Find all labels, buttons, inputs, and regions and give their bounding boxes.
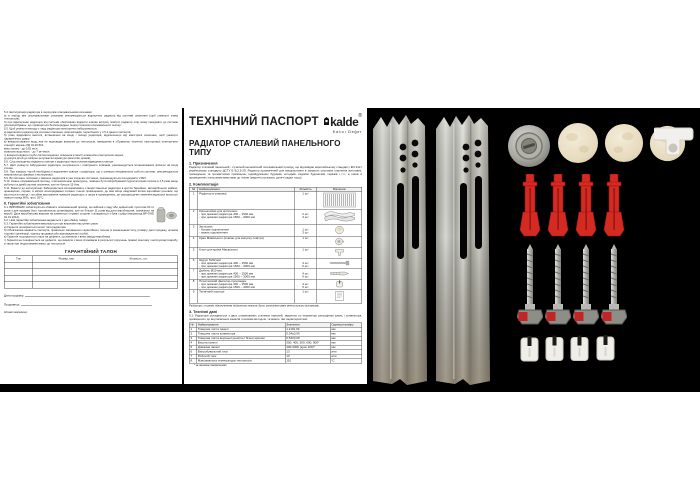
mounting-bracket-image [370, 113, 428, 387]
name-line: Ключ для крана Маєвського [199, 248, 239, 252]
red-dowel-image [575, 174, 597, 238]
valve-icon [334, 237, 344, 246]
table-cell [100, 282, 178, 289]
column-header: Малюнок [317, 187, 362, 192]
name-line: Кран Маєвського (клапан для випуску повітря) [199, 236, 264, 240]
brand-tagline: Kalıcı Değer [332, 129, 362, 134]
qty-line: 1 шт. [302, 236, 310, 240]
paragraph: б) різко відкривати вентилі, встановлені на вході / виході радіатора, відключеного від магістралі опалення, щоб уникнути гідравлічного удару; [4, 134, 178, 141]
middle-document-page [184, 108, 367, 384]
store-stamp-line [4, 311, 178, 314]
paragraph: 5.11. Вимоги до експлуатації: Забороняється встановлювати сталеві панельні радіатори в критих басейнах, автомобільних мийках, оранжереях, саунах, в місцях консервування соління і інших приміщеннях, де має місце шкідливий вплив корозійних речовин, що містяться в повітрі, і постійне зволоження поверхні радіатора, а також в приміщеннях, де середньорічне значення відносної вологості повітря понад 60%, при t 20°С. [4, 186, 178, 200]
screw-image [517, 244, 543, 326]
qty-line: 6 шт. [302, 275, 310, 279]
qty-line: 4 шт. [302, 261, 310, 265]
row-number: 3 [189, 336, 196, 341]
component-number: 9 [189, 290, 198, 304]
name-line: - нижнє підключення [199, 231, 228, 235]
table-row [189, 209, 362, 225]
name-line: Шуруп 5х60 мм: [199, 258, 222, 262]
component-number: 2 [189, 209, 198, 225]
plastic-clip-image [520, 336, 539, 362]
parameter-unit: атм [330, 354, 362, 359]
mounting-bracket-image [433, 113, 491, 387]
seller-line [4, 302, 178, 307]
table-row [189, 192, 362, 210]
technical-footnote: * за окремим замовленням [194, 363, 227, 367]
signature-rule [25, 293, 150, 297]
component-quantity [294, 248, 316, 259]
parameter-value: 0,34±0,09 [285, 332, 330, 337]
parameter-value: 0,54±0,09 [285, 336, 330, 341]
column-header: Кількість [294, 187, 316, 192]
paragraph: а) в період між опалювальними сезонами рекомендується відключити радіатор від системи опалення (щоб уникнути зливу теплоносія); [4, 114, 178, 121]
tech-body [189, 327, 362, 363]
component-quantity [294, 209, 316, 225]
parameter-name: Товщина листа панелі [197, 327, 285, 332]
parameter-name: Випробувальний тиск [197, 350, 285, 355]
paragraph: 5.5. Щоб уникнути виходу з ладу радіатора категорично забороняється: [4, 127, 98, 131]
cap-icon [334, 225, 344, 234]
name-line: Дюбель Ø10 мм: [199, 269, 223, 273]
name-line: Заглушки: [199, 225, 214, 229]
name-line: - при довжині радіатора 1500 – 3000 мм [199, 215, 255, 219]
parameter-value: 400-3000 (крок 100)* [285, 345, 330, 350]
component-picture [317, 279, 362, 290]
warranty-item: б) Обов'язкова наявність паспорта, правильно заповненого гарантійного талона (з зазначенням типу, розміру, дати продажу, штампа торгової організації, підпису продавця або відповідальної особи). [4, 229, 178, 236]
components-note: Радіатори з нижнім підключенням додатково можуть бути укомплектовані вентильними вставками. [189, 304, 320, 308]
section3-intro: 3.1. Радіатори складаються з двох штампованих сталевих панелей, зварених по периметру рельєфним швом, і конвектора, привареного до вертикальних каналів точковим методом, та мають такі характеристики: [189, 314, 362, 321]
name-line: - при довжині радіатора 1500 – 3000 мм [199, 275, 255, 279]
name-line: Кронштейни для кріплення: [199, 209, 238, 213]
column-header: № [189, 323, 196, 328]
name-line: - при довжині радіатора 400 – 1500 мм [199, 272, 254, 276]
component-name [198, 209, 295, 225]
component-quantity [294, 236, 316, 248]
component-quantity [294, 269, 316, 280]
passport-icon [335, 290, 344, 301]
name-line: - при довжині радіатора 1500 – 3000 мм [199, 285, 255, 289]
row-number: 5 [189, 345, 196, 350]
qty-line: 1 шт. [302, 248, 310, 252]
components-body [189, 192, 362, 304]
row-number: 2 [189, 332, 196, 337]
row-number: 7 [189, 354, 196, 359]
radiator-icon [323, 192, 356, 207]
component-picture [317, 269, 362, 280]
component-number: 1 [189, 192, 198, 210]
column-header: Одиниця виміру [330, 323, 362, 328]
component-name [198, 225, 295, 237]
paragraph: 5.9. Всі питання, пов'язані з заміною радіаторів в уже існуючих системах, рекомендується погоджувати з РЕУ. [4, 176, 147, 180]
signature-rule [21, 302, 152, 306]
parameter-name: Товщина листа конвектора [197, 332, 285, 337]
brand-name: kalde [330, 115, 359, 129]
paragraph: а) відключати радіатор від системи опалення, крім випадків, перелічених у п.5.4 даного паспорта; [4, 130, 132, 134]
table-cell [4, 282, 33, 289]
air-vent-valve-image [507, 124, 551, 168]
parameter-value: 300, 400, 500, 600, 900* [285, 341, 330, 346]
parameter-unit: мм [330, 336, 362, 341]
component-picture [317, 236, 362, 248]
paragraph: д) допуск дітей до запірно-регулюючої арматури (вентилів, кранів); [4, 157, 91, 161]
component-picture [317, 248, 362, 259]
column-header: Значення [285, 323, 330, 328]
parameter-unit: мм [330, 345, 362, 350]
registered-mark: ® [358, 113, 362, 119]
name-line: - при довжині радіатора 400 – 1500 мм [199, 261, 254, 265]
column-header: Кількість, шт. [100, 256, 178, 263]
component-name [198, 248, 295, 259]
paragraph: 5.7. Щоб уникнути забруднення радіатора, регулюючого і повітряного клапанів, рекомендується встановлювати фільтри на вході стояка. [4, 163, 178, 171]
radiator-cap-image [557, 122, 599, 164]
parameter-name: Максимальна температура теплоносія [197, 359, 285, 364]
parameter-unit: атм [330, 350, 362, 355]
table-row [189, 248, 362, 259]
qty-line: 2 шт. [302, 212, 310, 216]
qty-line: 6 шт. [302, 264, 310, 268]
red-dowel-image [519, 174, 541, 238]
parameter-value: 1,11±0,09 [285, 327, 330, 332]
parameter-value: 110 [285, 359, 330, 364]
left-document-page [0, 108, 182, 384]
table-row [189, 290, 362, 304]
component-name [198, 269, 295, 280]
date-of-sale-line [4, 293, 178, 298]
hardware-photo [367, 108, 700, 392]
store-stamp-label: Штамп магазину: [4, 311, 28, 315]
paragraph: в) використовувати воду, яка не відповідає вимогам до теплоносія, наведеним в «Правилах технічної експлуатації електричних станцій і мереж» РД 34.20.501: [4, 140, 178, 147]
component-picture [317, 258, 362, 269]
paragraph: загальна жорсткість - до 7 мг-екв/л; [4, 150, 51, 154]
seller-label: Продавець: [4, 303, 21, 307]
qty-line: 1 шт. [302, 290, 310, 294]
paragraph: г) використовувати труби систем водяного опалення в якості елементів електричних мереж; [4, 153, 124, 157]
clip-icon [335, 280, 343, 287]
component-name [198, 236, 295, 248]
name-line: - при довжині радіатора 400 – 1500 мм [199, 212, 254, 216]
name-line: - бокове підключення [199, 228, 229, 232]
component-picture [317, 192, 362, 210]
section1-text: Радіатор сталевий панельний - сучасний економічний опалювальний прилад, що відповідає європейському стандарту EN 442 і українському стандарту ДСТУ Б В.2.5-29. Радіатор призначений для використання в закритих системах опалення житлових, громадських та промислових приміщень, індивідуальних будинків, котеджів, садових будиночків, гаражів і т.п., а також в приміщеннях з високими вимогами до гігієни (медичні установи, дитячі садки тощо). [189, 166, 362, 180]
name-line: - при довжині радіатора 400 – 1500 мм [199, 282, 254, 286]
column-header: Найменування [197, 323, 285, 328]
component-quantity [294, 192, 316, 210]
row-number: 1 [189, 327, 196, 332]
warranty-item: г) Гарантія не поширюється на дефекти, що виникли з вини споживача в результаті порушень правил монтажу і експлуатації виробу, а також при недотриманні вимог до теплоносія. [4, 238, 178, 246]
qty-line: 1 шт. [302, 192, 310, 196]
dowel-icon [329, 270, 349, 276]
name-line: Пластиковий фіксатор-прокладка: [199, 279, 247, 283]
table-row [189, 359, 362, 364]
parameter-name: Товщина листа верхньої решітки і бічної кришки [197, 336, 285, 341]
radiator-cap-image [604, 123, 644, 163]
row-number: 8 [189, 359, 196, 364]
component-quantity [294, 225, 316, 237]
qty-line: 3 шт. [302, 215, 310, 219]
name-line: Радіатор в упаковці [199, 192, 227, 196]
component-picture [317, 225, 362, 237]
name-line: - при довжині радіатора 1500 – 3000 мм [199, 264, 255, 268]
name-line: Технічний паспорт [199, 290, 225, 294]
parameter-name: Висота панелі [197, 341, 285, 346]
component-name [198, 279, 295, 290]
parameter-unit: мм [330, 332, 362, 337]
parameter-unit: мм [330, 341, 362, 346]
screw-image [601, 244, 627, 326]
parameter-unit: мм [330, 327, 362, 332]
qty-line: 4 шт. [302, 272, 310, 276]
warranty-item: 6.1. ВИРОБНИК зобов'язується обміняти опалювальний прилад, що вийшов з ладу або дефектний, протягом 10-ти років з дня продажу його торговельною організацією, але не більше 11 років від дати виробництва, зазначеної на виробі. Дата виробництва вказана на конвекторі з правої сторони і складається з букв і цифр (наприклад BP-OND 01.01.2012). [4, 206, 154, 219]
title-row [189, 112, 362, 138]
component-number: 4 [189, 236, 198, 248]
warranty-item: 6.2. Нові гарантійні зобов'язання видаються з дня обміну товару. [4, 219, 89, 223]
component-picture [317, 290, 362, 304]
key-icon [334, 248, 344, 256]
warranty-seal-graphic [156, 207, 178, 224]
column-header: Найменування [198, 187, 295, 192]
component-name [198, 290, 295, 304]
table-cell [33, 282, 100, 289]
column-header: Тип [4, 256, 33, 263]
paragraph: 5.8. При занадто частій необхідності видалення повітря з радіатора, що є ознакою неправильної роботи системи, рекомендується звернутися до фахівця з експлуатації. [4, 170, 178, 177]
parameter-value: 10 [285, 354, 330, 359]
parameter-unit: °С [330, 359, 362, 364]
warranty-heading: 6. Гарантійні зобов'язання [4, 202, 50, 206]
parameter-name: Робочий тиск [197, 354, 285, 359]
plastic-key-image [654, 124, 694, 164]
component-quantity [294, 258, 316, 269]
table-row [189, 236, 362, 248]
component-number: 3 [189, 225, 198, 237]
table-row [189, 225, 362, 237]
row-number: 4 [189, 341, 196, 346]
plastic-clip-image [596, 334, 615, 362]
red-dowel-image [603, 174, 625, 238]
section1-heading: 1. Призначення [189, 161, 218, 166]
component-number: 6 [189, 258, 198, 269]
warranty-coupon-table [4, 256, 178, 289]
component-name [198, 258, 295, 269]
components-table [189, 187, 362, 304]
paragraph: 5.4. Експлуатація радіатора в період між опалювальними сезонами: [4, 111, 93, 114]
paragraph: 5.6. Слід періодично видаляти повітря з радіатора через клапан відведення повітря. [4, 160, 114, 164]
plastic-clip-image [570, 335, 589, 362]
date-of-sale-label: Дата продажу: [4, 294, 25, 298]
screw-image [573, 244, 599, 326]
page-title: ТЕХНІЧНИЙ ПАСПОРТ [189, 116, 319, 128]
component-picture [317, 209, 362, 225]
component-name [198, 192, 295, 210]
coupon-body [4, 262, 178, 288]
paragraph: б) при відключенні радіатора від системи обов'язково відкрити клапан випуску повітря; радіатор слід знову приєднати до системи для випробувань, що проводяться безпосередньо перед початком опалювального сезону; [4, 120, 178, 128]
qty-line: 6 шт. [302, 285, 310, 289]
warranty-items [4, 206, 178, 246]
technical-data-table [189, 322, 362, 363]
table-row [189, 269, 362, 280]
brackets-icon [323, 210, 355, 223]
qty-line: 4 шт. [302, 282, 310, 286]
component-number: 7 [189, 269, 198, 280]
section3-heading: 3. Технічні дані [189, 309, 218, 314]
qty-line: 1 шт. [302, 228, 310, 232]
component-quantity [294, 290, 316, 304]
left-page-paragraphs [4, 111, 178, 200]
column-header: Розмір, мм [33, 256, 100, 263]
column-header: № [189, 187, 198, 192]
warranty-item: в) Гарантія поширюється лише на дефекти, що виникли з вини заводу-виробника. [4, 235, 111, 239]
warranty-coupon-title: ГАРАНТІЙНИЙ ТАЛОН [65, 249, 117, 255]
component-number: 5 [189, 248, 198, 259]
parameter-name: Довжина панелі [197, 345, 285, 350]
content-band [0, 108, 700, 392]
qty-line: 3 шт. [302, 231, 310, 235]
paragraph: 5.10. Кожен опалювальний прилад, з встановленою арматурою, повинен бути випробуваний гідростатичним тиском в 1,5 рази вище робочого в даній системі опалення, але не більше 15 Атм. [4, 180, 178, 187]
component-quantity [294, 279, 316, 290]
document-subtitle: РАДІАТОР СТАЛЕВИЙ ПАНЕЛЬНОГО ТИПУ [189, 139, 341, 157]
table-row [189, 258, 362, 269]
warranty-item: 6.3. Гарантійні зобов'язання виконуються при виконанні наступних умов: [4, 222, 99, 226]
screw-image [545, 244, 571, 326]
plastic-clip-image [545, 335, 564, 362]
table-row [189, 279, 362, 290]
brand-logo [323, 114, 362, 134]
row-number: 6 [189, 350, 196, 355]
screw-icon [329, 260, 350, 266]
red-dowel-image [547, 174, 569, 238]
paragraph: вміст кисню - до 0,02 мг/л; [4, 147, 39, 151]
section2-heading: 2. Комплектація [189, 181, 219, 187]
component-number: 8 [189, 279, 198, 290]
warranty-item: а) Гарантія поширюється на всі типи радіаторів. [4, 225, 67, 229]
parameter-value: 13 [285, 350, 330, 355]
table-row [4, 282, 178, 289]
